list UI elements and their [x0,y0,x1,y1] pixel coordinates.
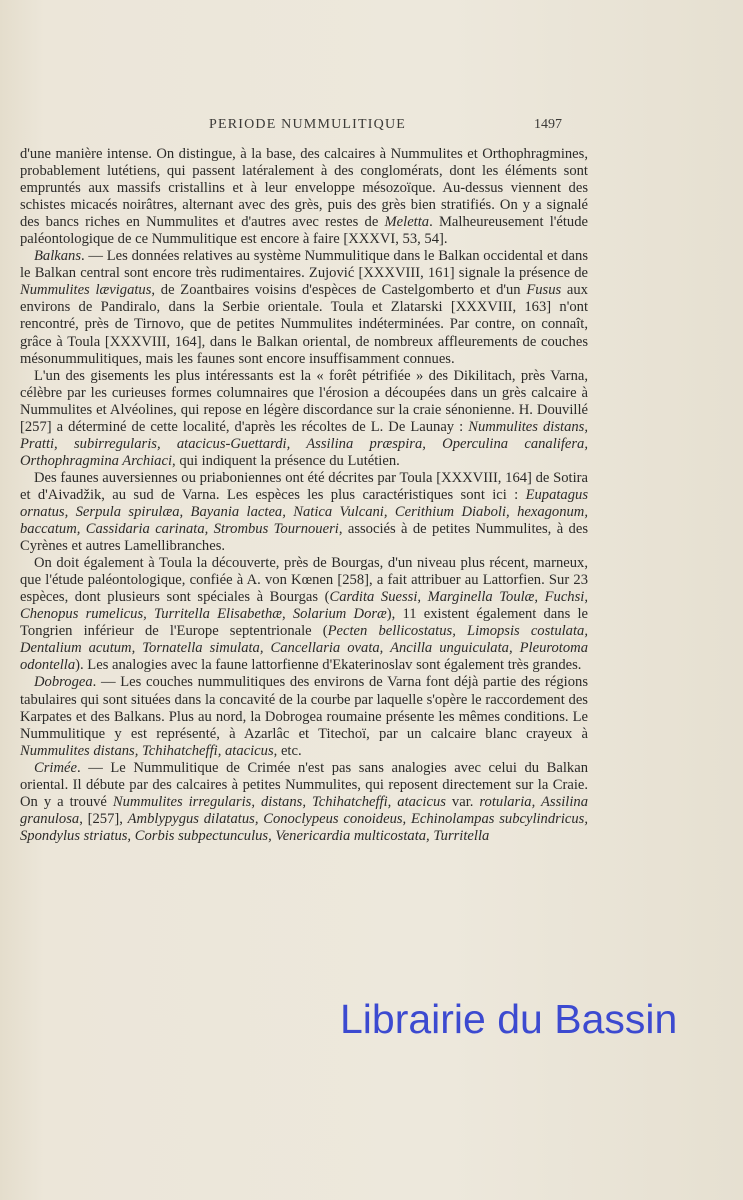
italic-run: Meletta [384,214,430,231]
text-run: , etc. [273,742,302,759]
italic-run: rotularia, Assilina granulosa [20,793,589,827]
italic-run: Fusus [526,282,562,299]
text-run: On doit également à Toula la découverte, près de Bourgas, d'un niveau plus récent, marneux, que l'étude paléontologique, confiée à A. von Kœnen [258], a fait attribuer au Lattorfien. Sur 23 espèces, dont plusieurs sont spéciales à Bourgas ( [20,555,588,606]
paragraph [20,470,588,555]
text-run: d'une manière intense. On distingue, à la base, des calcaires à Nummulites et Orthophragmines, probablement lutétiens, qui passent latéralement à des conglomérats, dont les éléments sont empruntés aux massifs cristallins et à leur enveloppe mésozoïque. Au-dessus viennent des schistes micacés noirâtres, alternant avec des grès, puis des grès bien stratifiés. On y a signalé des bancs riches en Nummulites et d'autres avec restes de [20,146,588,231]
italic-run: Balkans [34,248,82,265]
text-run: ). Les analogies avec la faune lattorfienne d'Ekaterinoslav sont également très grandes. [75,657,582,674]
text-run: , de Zoantbaires voisins d'espèces de Castelgomberto et d'un [151,282,527,299]
text-run: . — Le Nummulitique de Crimée n'est pas sans analogies avec celui du Balkan oriental. Il débute par des calcaires à petites Nummulites, qui reposent directement sur la Craie. On y a trouvé [20,759,588,810]
watermark-logo: Librairie du Bassin [340,996,678,1042]
text-run: ), 11 existent également dans le Tongrien inférieur de l'Europe septentrionale ( [20,606,588,640]
paragraph [20,760,588,845]
italic-run: Dobrogea [34,674,93,691]
text-run: , associés à de petites Nummulites, à des Cyrènes et autres Lamellibranches. [20,521,588,555]
text-run: , qui indiquent la présence du Lutétien. [172,452,400,469]
page-number: 1497 [534,117,562,132]
text-run: , [257], [79,810,128,827]
italic-run: Nummulites distans, Tchihatcheffi, atacicus [20,742,274,759]
italic-run: Crimée [34,759,77,776]
paragraph [20,248,588,367]
page-header [0,117,743,137]
italic-run: Pecten bellicostatus, Limopsis costulata, Dentalium acutum, Tornatella simulata, Cancellaria ovata, Ancilla unguiculata, Pleurotoma odontella [20,623,588,674]
italic-run: Amblypygus dilatatus, Conoclypeus conoideus, Echinolampas subcylindricus, Spondylus striatus, Corbis subpectunculus, Venericardia multicostata, Turritella [20,810,588,844]
paragraph [20,146,588,248]
italic-run: Eupatagus ornatus, Serpula spirulæa, Bayania lactea, Natica Vulcani, Cerithium Diaboli, hexagonum, baccatum, Cassidaria carinata, Strombus Tournoueri [20,486,588,538]
paragraph [20,674,588,759]
italic-run: Cardita Suessi, Marginella Toulæ, Fuchsi, Chenopus rumelicus, Turritella Elisabethæ, Solarium Doræ [20,589,588,623]
body-text [20,146,588,845]
italic-run: Nummulites distans, Pratti, subirregularis, atacicus-Guettardi, Assilina præspira, Operculina canalifera, Orthophragmina Archiaci [20,418,588,469]
text-run: . — Les données relatives au système Nummulitique dans le Balkan occidental et dans le Balkan central sont encore très rudimentaires. Zujović [XXXVIII, 161] signale la présence de [20,248,588,282]
paragraph [20,555,588,674]
text-run: . Malheureusement l'étude paléontologique de ce Nummulitique est encore à faire [XXXVI, 53, 54]. [20,214,588,248]
text-run: L'un des gisements les plus intéressants est la « forêt pétrifiée » des Dikilitach, près Varna, célèbre par les curieuses formes columnaires que l'érosion a découpées dans un grès calcaire à Nummulites et Alvéolines, qui repose en légère discordance sur la craie sénonienne. H. Douvillé [257] a déterminé de cette localité, d'après les récoltes de L. De Launay : [20,367,588,435]
text-run: aux environs de Pandiralo, dans la Serbie orientale. Toula et Zlatarski [XXXVIII, 163] n'ont rencontré, près de Tirnovo, que de petites Nummulites indéterminées. Par contre, on connaît, grâce à Toula [XXXVIII, 164], dans le Balkan oriental, de nombreux affleurements de couches mésonummulitiques, mais les faunes sont encore insuffisamment connues. [20,282,588,367]
paragraph [20,368,588,470]
italic-run: Nummulites irregularis, distans, Tchihatcheffi, atacicus [112,793,446,810]
italic-run: Nummulites lævigatus [20,282,152,299]
running-head: PERIODE NUMMULITIQUE [208,117,407,132]
text-run: Des faunes auversiennes ou priaboniennes ont été décrites par Toula [XXXVIII, 164] de Sotira et d'Aivadžik, au sud de Varna. Les espèces les plus caractéristiques sont ici : [20,469,588,503]
text-run: var. [445,793,480,810]
text-run: . — Les couches nummulitiques des environs de Varna font déjà partie des régions tabulaires qui sont situées dans la concavité de la courbe par laquelle s'opère le raccordement des Karpates et des Balkans. Plus au nord, la Dobrogea roumaine présente les mêmes conditions. Le Nummulitique y est représenté, à Azarlâc et Titechoï, par un calcaire blanc crayeux à [20,674,588,742]
